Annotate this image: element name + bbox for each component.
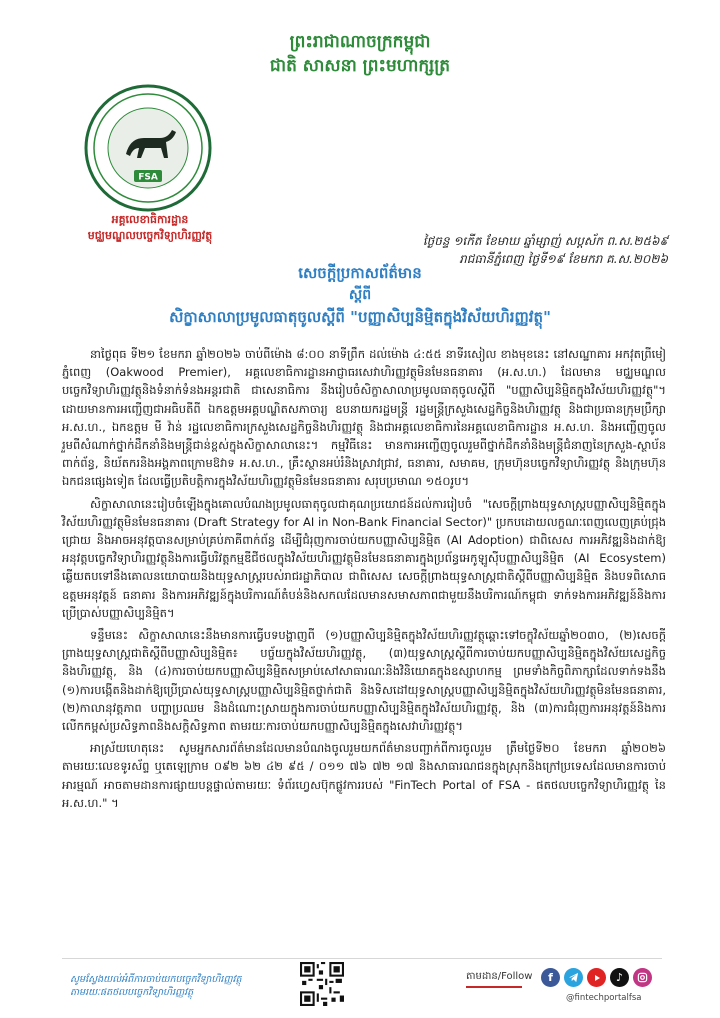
kingdom-text: ព្រះរាជាណាចក្រកម្ពុជា <box>289 32 431 52</box>
youtube-icon[interactable] <box>587 968 606 987</box>
instagram-icon[interactable] <box>633 968 652 987</box>
follow-label <box>466 969 532 988</box>
title-line1: សេចក្តីប្រកាសព័ត៌មាន <box>298 264 422 282</box>
follow-underline <box>466 986 522 988</box>
fsa-logo <box>84 84 212 212</box>
agency-name <box>58 212 242 244</box>
document-title <box>80 262 640 328</box>
follow-text: តាមដាន/Follow <box>466 971 533 982</box>
facebook-icon[interactable]: f <box>541 968 560 987</box>
agency-name-line1: អគ្គលេខាធិការដ្ឋាន <box>111 213 189 226</box>
body-paragraph-4: អាស្រ័យហេតុនេះ សូមអ្នកសារព័ត៌មានដែលមានបំណងចូលរួមយកព័ត៌មានបញ្ជាក់ពីការចូលរួម ត្រឹមថ្ងៃទី២០ ខែមករា ឆ្នាំ២០២៦ តាមរយៈលេខទូរស័ព្ទ ឬតេឡេក្រាម ០៩២ ៦២ ៤២ ៩៥ / ០១១ ៧៦ ៧២ ១៧ និងសាធារណជនក្នុងស្រុកនិងក្រៅប្រទេសដែលមានការចាប់អារម្មណ៍ អាចតាមដានការផ្សាយបន្តផ្ទាល់តាមរយៈ ទំព័រហ្វេសប៊ុកផ្លូវការរបស់ "FinTech Portal of FSA - ផតថលបច្ចេកវិទ្យាហិរញ្ញវត្ថុ នៃ អ.ស.ហ." ។ <box>62 741 666 810</box>
logo-abbr: FSA <box>138 172 158 183</box>
social-handle[interactable]: @fintechportalfsa <box>566 993 642 1003</box>
body-text <box>62 345 666 816</box>
qr-code-icon[interactable] <box>300 962 344 1006</box>
header-motto <box>200 30 520 78</box>
body-paragraph-2: សិក្ខាសាលានេះរៀបចំឡើងក្នុងគោលបំណងប្រមូលធាតុចូលជាគុណប្រយោជន៍ដល់ការរៀបចំ "សេចក្តីព្រាងយុទ្ធសាស្ត្របញ្ញាសិប្បនិម្មិតក្នុងវិស័យហិរញ្ញវត្ថុមិនមែនធនាគារ (Draft Strategy for AI in Non-Bank Financial Sector)" ប្រកបដោយលក្ខណៈពេញលេញគ្រប់ជ្រុងជ្រោយ និងអាចអនុវត្តបានសម្រាប់គ្រប់ភាគីពាក់ព័ន្ធ ដើម្បីជំរុញការចាប់យកបញ្ញាសិប្បនិម្មិត (AI Adoption) ជាពិសេស ការអភិវឌ្ឍនិងដាក់ឱ្យអនុវត្តបច្ចេកវិទ្យាហិរញ្ញវត្ថុនិងការធ្វើបរិវត្តកម្មឌីជីថលក្នុងវិស័យហិរញ្ញវត្ថុមិនមែនធនាគារក្នុងប្រព័ន្ធអេកូឡូស៊ីបញ្ញាសិប្បនិម្មិត (AI Ecosystem) ឆ្លើយតបទៅនឹងគោលនយោបាយនិងយុទ្ធសាស្ត្ររបស់រាជរដ្ឋាភិបាល ជាពិសេស សេចក្តីព្រាងយុទ្ធសាស្ត្រជាតិស្តីពីបញ្ញាសិប្បនិម្មិត និងបទពិសោធ ឧត្តមអនុវត្តន៍ ធនាគារ និងការអភិវឌ្ឍន៍ក្នុងបរិការណ៍តំបន់និងសកលដែលមានសមាសភាពជាមួយនឹងបរិការណ៍កម្ពុជា ទាក់ទងការអភិវឌ្ឍន៍និងការប្រើប្រាស់បញ្ញាសិប្បនិម្មិត។ <box>62 496 666 620</box>
agency-name-line2: មជ្ឈមណ្ឌលបច្ចេកវិទ្យាហិរញ្ញវត្ថុ <box>87 229 213 242</box>
body-paragraph-1: នាថ្ងៃពុធ ទី២១ ខែមករា ឆ្នាំ២០២៦ ចាប់ពីម៉ោង ៨:០០ នាទីព្រឹក ដល់ម៉ោង ៤:៥៥ នាទីរសៀល ខាងមុខនេះ នៅសណ្ឋាគារ អកវុតព្រីមៀ ភ្នំពេញ (Oakwood Premier), អគ្គលេខាធិការដ្ឋានអាជ្ញាធរសេវាហិរញ្ញវត្ថុមិនមែនធនាគារ (អ.ស.ហ.) ដែលមាន មជ្ឈមណ្ឌលបច្ចេកវិទ្យាហិរញ្ញវត្ថុនិងទំនាក់ទំនងអន្តរជាតិ ជាសេនាធិការ នឹងរៀបចំសិក្ខាសាលាប្រមូលធាតុចូលស្តីពី "បញ្ញាសិប្បនិម្មិតក្នុងវិស័យហិរញ្ញវត្ថុ"។ ដោយមានការអញ្ជើញជាអធិបតីពី ឯកឧត្តមអគ្គបណ្ឌិតសភាចារ្យ ឧបនាយករដ្ឋមន្ត្រី រដ្ឋមន្ត្រីក្រសួងសេដ្ឋកិច្ចនិងហិរញ្ញវត្ថុ និងជាប្រធានក្រុមប្រឹក្សា អ.ស.ហ., ឯកឧត្តម មី វ៉ាន់ រដ្ឋលេខាធិការក្រសួងសេដ្ឋកិច្ចនិងហិរញ្ញវត្ថុ និងជាអគ្គលេខាធិការនៃអគ្គលេខាធិការដ្ឋាន អ.ស.ហ. និងអញ្ជើញចូលរួមពីសំណាក់ថ្នាក់ដឹកនាំនិងមន្ត្រីជាន់ខ្ពស់ក្នុងសិក្ខាសាលានេះ។ កម្មវិធីនេះ មានការអញ្ជើញចូលរួមពីថ្នាក់ដឹកនាំនិងមន្ត្រីជំនាញនៃក្រសួង-ស្ថាប័នពាក់ព័ន្ធ, និយ័តករនិងអង្គភាពក្រោមឱវាទ អ.ស.ហ., គ្រឹះស្ថានអប់រំនិងស្រាវជ្រាវ, ធនាគារ, សមាគម, ក្រុមហ៊ុនបច្ចេកវិទ្យាហិរញ្ញវត្ថុ និងក្រុមហ៊ុនឯកជនផ្សេងទៀត ដែលធ្វើប្រតិបត្តិការក្នុងវិស័យហិរញ្ញវត្ថុមិនមែនធនាគារ សរុបប្រមាណ ១៥០រូប។ <box>62 347 666 489</box>
footer-divider <box>62 958 662 959</box>
title-line2: ស្តីពី <box>348 287 372 303</box>
social-links <box>541 968 652 987</box>
footer-slogan: សូមស្វែងយល់អំពីការចាប់យកបច្ចេកវិទ្យាហិរញ្ញវត្ថុ តាមរយៈផតថលបច្ចេកវិទ្យាហិរញ្ញវត្ថុ <box>70 974 242 998</box>
solar-date: រាជធានីភ្នំពេញ ថ្ងៃទី១៩ ខែមករា គ.ស.២០២៦ <box>459 252 668 266</box>
motto-text: ជាតិ សាសនា ព្រះមហាក្សត្រ <box>269 56 451 76</box>
title-line3: សិក្ខាសាលាប្រមូលធាតុចូលស្តីពី "បញ្ញាសិប្បនិម្មិតក្នុងវិស័យហិរញ្ញវត្ថុ" <box>169 308 551 326</box>
body-paragraph-3: ទន្ទឹមនេះ សិក្ខាសាលានេះនឹងមានការធ្វើបទបង្ហាញពី (១)បញ្ញាសិប្បនិម្មិតក្នុងវិស័យហិរញ្ញវត្ថុឆ្ពោះទៅចក្ខុវិស័យឆ្នាំ២០៣០, (២)សេចក្តីព្រាងយុទ្ធសាស្ត្រជាតិស្តីពីបញ្ញាសិប្បនិម្មិត៖ បច្ច័យក្នុងវិស័យហិរញ្ញវត្ថុ, (៣)យុទ្ធសាស្ត្រស្តីពីការចាប់យកបញ្ញាសិប្បនិម្មិតក្នុងវិស័យសេដ្ឋកិច្ចនិងហិរញ្ញវត្ថុ, និង (៤)ការចាប់យកបញ្ញាសិប្បនិម្មិតសម្រាប់សៅសាធារណៈនិងវិនិយោគក្នុងឧស្សាហកម្ម ព្រមទាំងកិច្ចពិភាក្សាដែលទាក់ទងនឹង (១)ការបង្កើតនិងដាក់ឱ្យប្រើប្រាស់យុទ្ធសាស្ត្របញ្ញាសិប្បនិម្មិតថ្នាក់ជាតិ និងទិសដៅយុទ្ធសាស្ត្របញ្ញាសិប្បនិម្មិតក្នុងវិស័យហិរញ្ញវត្ថុមិនមែនធនាគារ, (២)កាលានុវត្តភាព បញ្ហាប្រឈម និងដំណោះស្រាយក្នុងការចាប់យកបញ្ញាសិប្បនិម្មិតក្នុងវិស័យហិរញ្ញវត្ថុ, និង (៣)ការជំរុញការអនុវត្តន៍និងការលើកកម្ពស់ប្រសិទ្ធភាពនិងសក្តិសិទ្ធភាព តាមរយៈការចាប់យកបញ្ញាសិប្បនិម្មិតក្នុងសេវាហិរញ្ញវត្ថុ។ <box>62 628 666 734</box>
lunar-date: ថ្ងៃចន្ទ ១កើត ខែមាឃ ឆ្នាំម្សាញ់ សប្តស័ក ព.ស.២៥៦៩ <box>422 234 668 248</box>
tiktok-icon[interactable]: ♪ <box>610 968 629 987</box>
telegram-icon[interactable] <box>564 968 583 987</box>
